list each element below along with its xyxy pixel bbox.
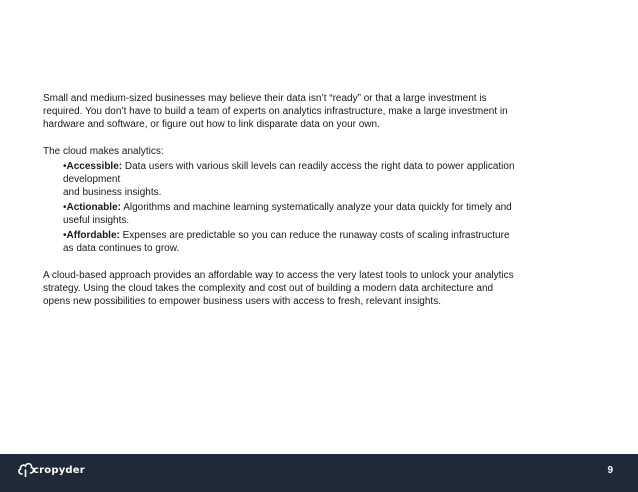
bullet-text: Expenses are predictable so you can reduce the runaway costs of scaling infrastructure as data continues to grow. (63, 230, 510, 254)
bullet-continuation: and business insights. (63, 187, 162, 198)
benefits-list (43, 160, 518, 255)
closing-paragraph: A cloud-based approach provides an affordable way to access the very latest tools to unlock your analytics strategy. Using the cloud takes the complexity and cost out of building a modern data architecture and opens new possibilities to empower business users with access to fresh, relevant insights. (43, 270, 514, 307)
analytics-heading: The cloud makes analytics: (43, 146, 164, 157)
company-logo (17, 461, 85, 477)
bullet-text: Data users with various skill levels can readily access the right data to power application development (63, 161, 515, 185)
bullet-term: Accessible: (66, 161, 123, 172)
footer-bar (0, 454, 638, 492)
logo-text: cropyder (33, 465, 85, 476)
bullet-actionable: •Actionable: Algorithms and machine learning systematically analyze your data quickly for timely and useful insights. (63, 202, 512, 226)
bullet-text: Algorithms and machine learning systematically analyze your data quickly for timely and useful insights. (63, 202, 512, 226)
page-number: 9 (607, 465, 613, 476)
bullet-term: Affordable: (66, 230, 120, 241)
slide-body (43, 92, 518, 308)
bullet-accessible: •Accessible: Data users with various skill levels can readily access the right data to power application development and business insights. (63, 160, 518, 199)
intro-paragraph: Small and medium-sized businesses may believe their data isn’t “ready” or that a large investment is required. You don’t have to build a team of experts on analytics infrastructure, make a large investment in hardware and software, or figure out how to link disparate data on your own. (43, 93, 508, 130)
bullet-affordable: •Affordable: Expenses are predictable so you can reduce the runaway costs of scaling infrastructure as data continues to grow. (63, 230, 510, 254)
bullet-term: Actionable: (66, 202, 121, 213)
